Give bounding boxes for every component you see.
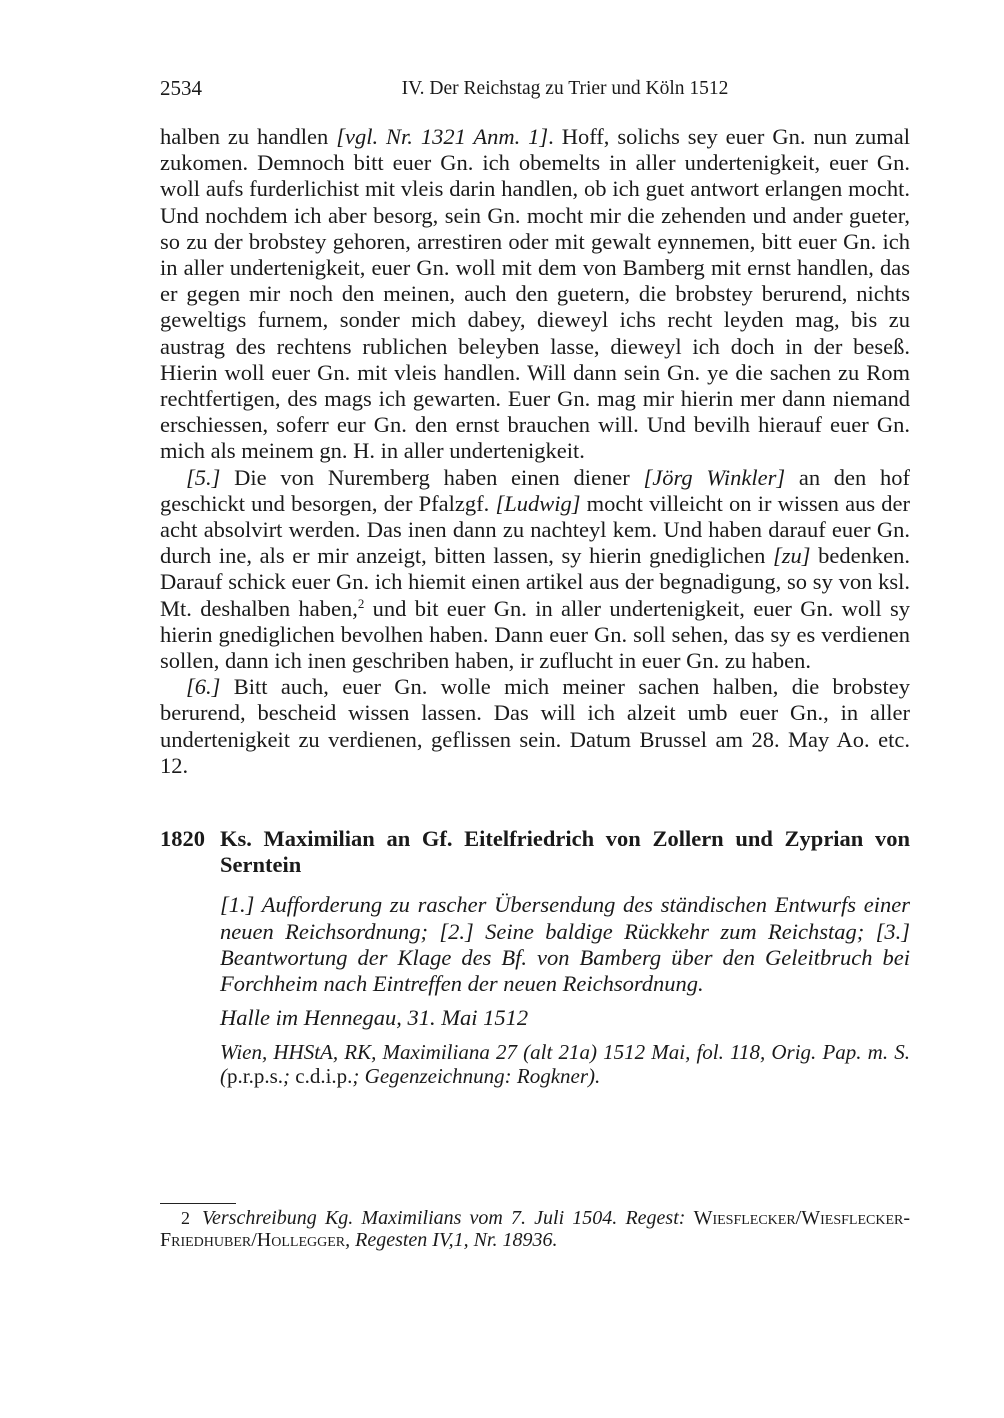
text-run: Verschreibung Kg. Maximilians vom 7. Juli 1504. Regest: <box>202 1207 694 1229</box>
document-regest: [1.] Aufforderung zu rascher Übersendung des ständischen Entwurfs einer neuen Reichsordnung; [2.] Seine baldige Rückkehr zum Reichstag; [3.] Beantwortung der Klage des Bf. von Bamberg über den Geleitbruch bei Forchheim nach Eintreffen der neuen Reichsordnung. <box>220 892 910 997</box>
text-run: halben zu handlen <box>160 124 337 149</box>
editorial-insertion: [zu] <box>773 543 811 569</box>
section-mark: [5.] <box>186 464 221 490</box>
text-run: Wien, HHStA, RK, Maximiliana 27 (alt 21a) 1512 Mai, fol. 118, Orig. Pap. m. S. ( <box>220 1039 910 1088</box>
text-run: und bit euer Gn. in aller undertenigkeit, euer Gn. woll sy hierin gnediglichen bevolhen haben. Dann euer Gn. soll sehen, das sy es verdienen sollen, dann ich inen geschriben haben, ir zuflucht in euer Gn. zu haben. <box>160 595 910 674</box>
text-run: Die von Nuremberg haben einen diener <box>220 464 644 490</box>
text-run: . Hoff, solichs sey euer Gn. nun zumal zukomen. Demnoch bitt euer Gn. ich obemelts in aller undertenigkeit, euer Gn. woll aufs furderlichist mit vleis darin handlen, ob ich guet antwort erlangen mocht. Und nochdem ich aber besorg, sein Gn. mocht mir die zehenden und ander gueter, so zu der brobstey gehoren, arrestiren oder mit gewalt eynnemen, bitt euer Gn. ich in aller undertenigkeit, euer Gn. woll mit dem von Bamberg mit ernst handlen, das er gegen mir noch den meinen, auch den guetern, die brobstey berurend, nichts geweltigs furnem, sonder mich dabey, dieweyl ichs recht leyden mag, bis zu austrag des rechtens rublichen beleyben lasse, dieweyl ich doch in der beseß. Hierin woll euer Gn. mit vleis handlen. Will dann sein Gn. ye die sachen zu Rom rechtfertigen, des mags ich gewarten. Euer Gn. mag mir hierin mer dann niemand erschiessen, soferr eur Gn. den ernst brauchen will. Und bevilh hierauf euer Gn. mich als meinem gn. H. in aller undertenigkeit. <box>160 124 911 464</box>
paragraph-2 <box>160 465 910 675</box>
page-number: 2534 <box>160 76 202 100</box>
footnote-2 <box>160 1207 910 1251</box>
page-header <box>160 76 910 106</box>
footnote-reference[interactable]: 2 <box>357 595 365 611</box>
paragraph-3 <box>160 674 910 779</box>
running-title: IV. Der Reichstag zu Trier und Köln 1512 <box>401 78 729 99</box>
section-mark: [6.] <box>186 674 221 700</box>
text-run: ; Gegenzeichnung: Rogkner). <box>352 1063 601 1088</box>
text-run: an den hof geschickt und besorgen, der Pfalzgf. <box>160 464 911 516</box>
text-run: c.d.i.p. <box>295 1063 353 1088</box>
document-number: 1820 <box>160 826 205 852</box>
document-date-place: Halle im Hennegau, 31. Mai 1512 <box>220 1005 529 1031</box>
editorial-name: [Jörg Winkler] <box>643 464 786 490</box>
text-run: p.r.p.s. <box>227 1063 284 1088</box>
letter-text <box>160 124 910 779</box>
document-heading <box>160 826 910 878</box>
document-entry <box>160 826 910 1087</box>
text-run: bedenken. Darauf schick euer Gn. ich hiemit einen artikel aus der begnadigung, so sy von ksl. Mt. deshalben haben, <box>160 543 911 621</box>
footnote-mark: 2 <box>181 1208 190 1228</box>
footnote-authors: Wiesflecker/Wiesflecker-Friedhuber/Hollegger <box>160 1207 910 1251</box>
page <box>160 76 910 1088</box>
footnote-divider <box>160 1203 236 1204</box>
text-run: mocht villeicht on ir wissen aus der acht absolvirt werden. Das inen dann zu nachteyl kem. Und haben darauf euer Gn. durch ine, als er mir anzeigt, bitten lassen, sy hierin gnediglichen <box>160 490 910 569</box>
document-title: Ks. Maximilian an Gf. Eitelfriedrich von Zollern und Zyprian von Serntein <box>220 826 910 878</box>
text-run: , Regesten IV,1, Nr. 18936. <box>345 1229 558 1251</box>
document-source <box>220 1040 910 1088</box>
text-run: Bitt auch, euer Gn. wolle mich meiner sachen halben, die brobstey berurend, bescheid wissen lassen. Das will ich alzeit umb euer Gn., in aller undertenigkeit zu verdienen, geflissen sein. Datum Brussel am 28. May Ao. etc. 12. <box>160 674 910 778</box>
paragraph-1 <box>160 124 910 465</box>
editorial-name: [Ludwig] <box>495 490 581 516</box>
text-run: ; <box>283 1063 296 1088</box>
editorial-reference: [vgl. Nr. 1321 Anm. 1] <box>336 124 549 149</box>
